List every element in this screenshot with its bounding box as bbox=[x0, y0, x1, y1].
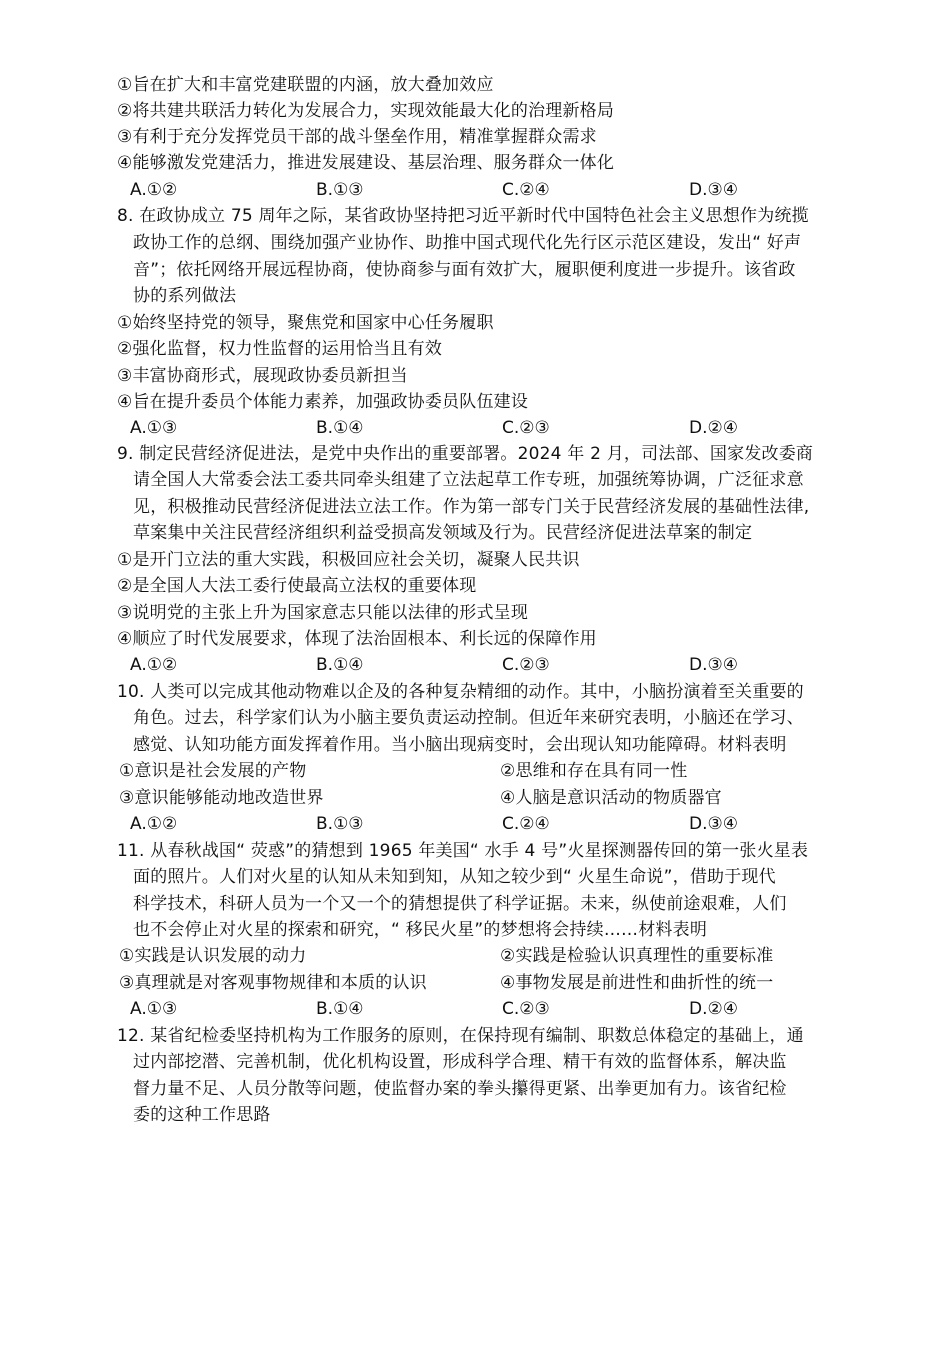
q8-option-2: ②强化监督，权力性监督的运用恰当且有效 bbox=[117, 339, 443, 359]
q10-option-4: ④人脑是意识活动的物质器官 bbox=[500, 788, 722, 808]
q12-stem-line-4: 委的这种工作思路 bbox=[133, 1105, 271, 1125]
q12-stem-line-2: 过内部挖潜、完善机制，优化机构设置，形成科学合理、精干有效的监督体系，解决监 bbox=[133, 1052, 787, 1072]
q10-option-3: ③意识能够能动地改造世界 bbox=[119, 788, 324, 808]
q11-option-3: ③真理就是对客观事物规律和本质的认识 bbox=[119, 973, 427, 993]
q11-choice-a: A.①③ bbox=[130, 999, 178, 1019]
q9-option-3: ③说明党的主张上升为国家意志只能以法律的形式呈现 bbox=[117, 603, 529, 623]
q8-option-1: ①始终坚持党的领导，聚焦党和国家中心任务履职 bbox=[117, 313, 494, 333]
q9-stem-line-3: 见，积极推动民营经济促进法立法工作。作为第一部专门关于民营经济发展的基础性法律, bbox=[133, 497, 810, 517]
q11-option-1: ①实践是认识发展的动力 bbox=[119, 946, 307, 966]
q8-choice-b: B.①④ bbox=[316, 418, 364, 438]
q8-option-4: ④旨在提升委员个体能力素养，加强政协委员队伍建设 bbox=[117, 392, 529, 412]
q7-option-4: ④能够激发党建活力，推进发展建设、基层治理、服务群众一体化 bbox=[117, 153, 615, 173]
q8-choice-d: D.②④ bbox=[689, 418, 738, 438]
q8-stem-line-3: 音”；依托网络开展远程协商，使协商参与面有效扩大，履职便利度进一步提升。该省政 bbox=[133, 260, 796, 280]
q10-option-1: ①意识是社会发展的产物 bbox=[119, 761, 307, 781]
q11-option-4: ④事物发展是前进性和曲折性的统一 bbox=[500, 973, 774, 993]
q10-choice-a: A.①② bbox=[130, 814, 178, 834]
q8-choice-a: A.①③ bbox=[130, 418, 178, 438]
q9-choice-a: A.①② bbox=[130, 655, 178, 675]
q11-option-2: ②实践是检验认识真理性的重要标准 bbox=[500, 946, 774, 966]
q11-choice-d: D.②④ bbox=[689, 999, 738, 1019]
q12-stem-line-1: 12. 某省纪检委坚持机构为工作服务的原则，在保持现有编制、职数总体稳定的基础上，通 bbox=[117, 1026, 804, 1046]
q11-stem-line-3: 科学技术，科研人员为一个又一个的猜想提供了科学证据。未来，纵使前途艰难，人们 bbox=[133, 894, 787, 914]
q10-choice-b: B.①③ bbox=[316, 814, 364, 834]
q9-stem-line-4: 草案集中关注民营经济组织利益受损高发领域及行为。民营经济促进法草案的制定 bbox=[133, 523, 753, 543]
q7-choice-a: A.①② bbox=[130, 180, 178, 200]
q9-stem-line-1: 9. 制定民营经济促进法，是党中央作出的重要部署。2024 年 2 月，司法部、国家发改委商 bbox=[117, 444, 814, 464]
q10-stem-line-3: 感觉、认知功能方面发挥着作用。当小脑出现病变时，会出现认知功能障碍。材料表明 bbox=[133, 735, 787, 755]
q10-choice-c: C.②④ bbox=[502, 814, 550, 834]
q9-option-2: ②是全国人大法工委行使最高立法权的重要体现 bbox=[117, 576, 477, 596]
q7-option-2: ②将共建共联活力转化为发展合力，实现效能最大化的治理新格局 bbox=[117, 101, 615, 121]
q8-stem-line-2: 政协工作的总纲、围绕加强产业协作、助推中国式现代化先行区示范区建设，发出“ 好声 bbox=[133, 233, 802, 253]
q11-stem-line-1: 11. 从春秋战国“ 荧惑”的猜想到 1965 年美国“ 水手 4 号”火星探测器传回的第一张火星表 bbox=[117, 841, 809, 861]
q7-choice-b: B.①③ bbox=[316, 180, 364, 200]
q11-stem-line-2: 面的照片。人们对火星的认知从未知到知，从知之较少到“ 火星生命说”，借助于现代 bbox=[133, 867, 776, 887]
q11-choice-b: B.①④ bbox=[316, 999, 364, 1019]
q9-choice-c: C.②③ bbox=[502, 655, 550, 675]
q10-option-2: ②思维和存在具有同一性 bbox=[500, 761, 688, 781]
q9-stem-line-2: 请全国人大常委会法工委共同牵头组建了立法起草工作专班，加强统筹协调，广泛征求意 bbox=[133, 470, 804, 490]
q7-option-3: ③有利于充分发挥党员干部的战斗堡垒作用，精准掌握群众需求 bbox=[117, 127, 597, 147]
q11-choice-c: C.②③ bbox=[502, 999, 550, 1019]
q10-stem-line-2: 角色。过去，科学家们认为小脑主要负责运动控制。但近年来研究表明，小脑还在学习、 bbox=[133, 708, 804, 728]
q7-choice-d: D.③④ bbox=[689, 180, 738, 200]
q9-option-1: ①是开门立法的重大实践，积极回应社会关切，凝聚人民共识 bbox=[117, 550, 580, 570]
q9-choice-b: B.①④ bbox=[316, 655, 364, 675]
q8-choice-c: C.②③ bbox=[502, 418, 550, 438]
q11-stem-line-4: 也不会停止对火星的探索和研究，“ 移民火星”的梦想将会持续……材料表明 bbox=[133, 920, 708, 940]
q10-stem-line-1: 10. 人类可以完成其他动物难以企及的各种复杂精细的动作。其中，小脑扮演着至关重要的 bbox=[117, 682, 804, 702]
q9-choice-d: D.③④ bbox=[689, 655, 738, 675]
q8-stem-line-4: 协的系列做法 bbox=[133, 286, 237, 306]
q8-option-3: ③丰富协商形式，展现政协委员新担当 bbox=[117, 366, 408, 386]
q12-stem-line-3: 督力量不足、人员分散等问题，使监督办案的拳头攥得更紧、出拳更加有力。该省纪检 bbox=[133, 1079, 787, 1099]
q9-option-4: ④顺应了时代发展要求，体现了法治固根本、利长远的保障作用 bbox=[117, 629, 597, 649]
q10-choice-d: D.③④ bbox=[689, 814, 738, 834]
q7-choice-c: C.②④ bbox=[502, 180, 550, 200]
q7-option-1: ①旨在扩大和丰富党建联盟的内涵，放大叠加效应 bbox=[117, 75, 494, 95]
q8-stem-line-1: 8. 在政协成立 75 周年之际，某省政协坚持把习近平新时代中国特色社会主义思想作为统揽 bbox=[117, 206, 809, 226]
